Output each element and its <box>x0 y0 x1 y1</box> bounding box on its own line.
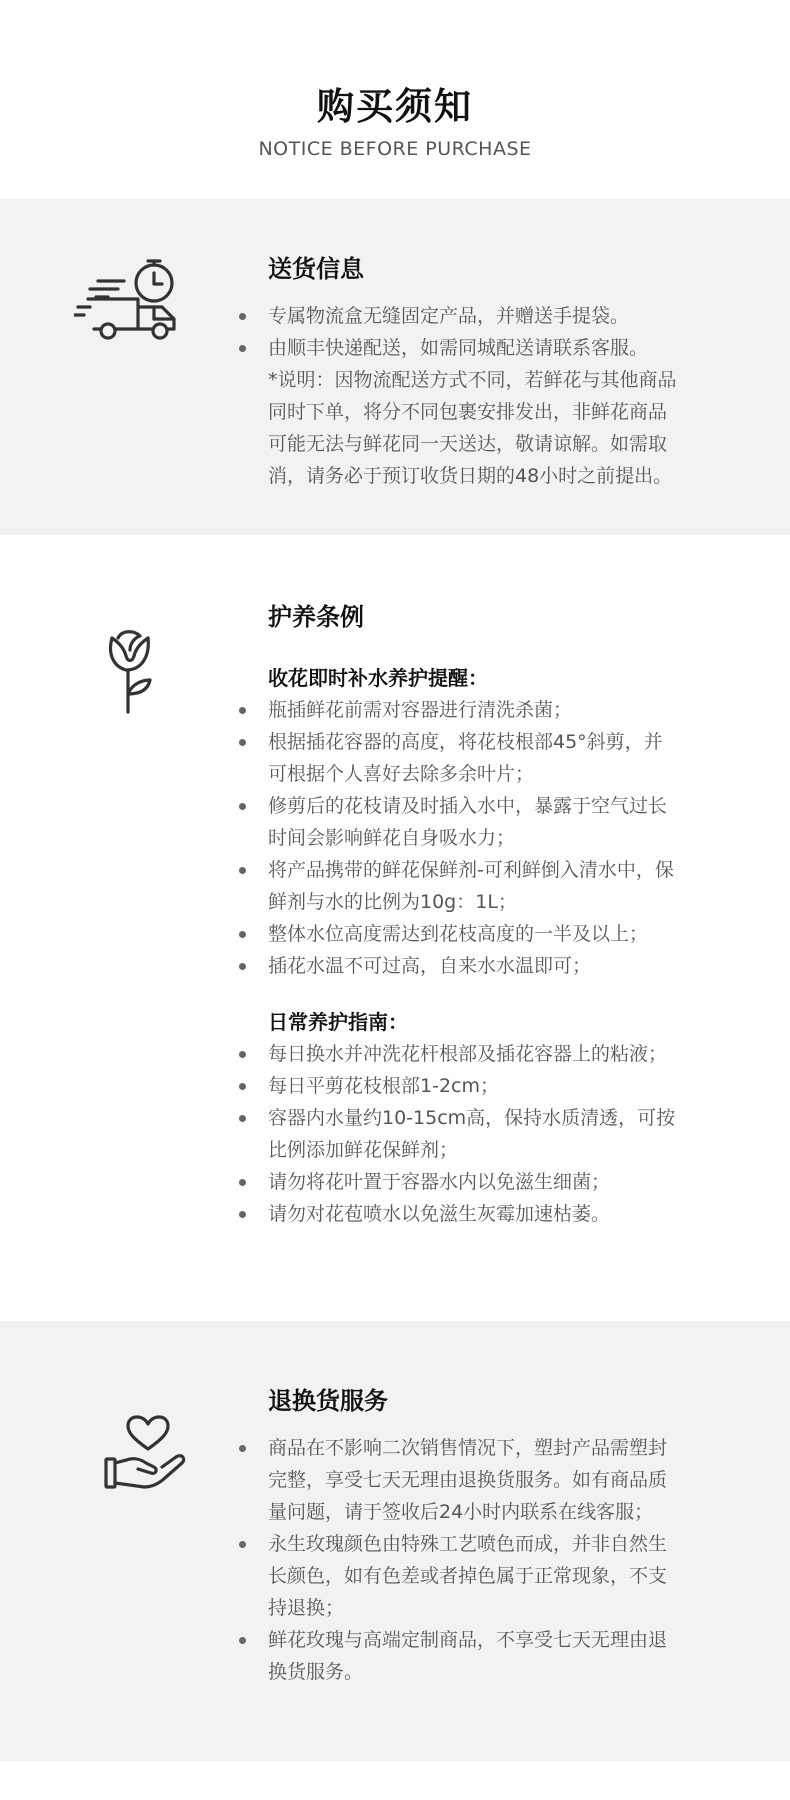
list-item-line: 长颜色，如有色差或者掉色属于正常现象，不支 <box>268 1565 668 1587</box>
delivery-content <box>268 252 714 492</box>
list-item <box>268 1102 714 1166</box>
list-item <box>268 854 714 918</box>
list-item-line: 商品在不影响二次销售情况下，塑封产品需塑封 <box>268 1437 668 1459</box>
receive-care-list <box>268 694 714 982</box>
delivery-note-line: *说明：因物流配送方式不同，若鲜花与其他商品 <box>268 369 677 391</box>
daily-care-heading: 日常养护指南： <box>268 1010 408 1034</box>
returns-title: 退换货服务 <box>268 1387 388 1415</box>
list-item-line: 鲜剂与水的比例为10g：1L； <box>268 891 517 913</box>
delivery-note-line: 同时下单，将分不同包裹安排发出，非鲜花商品 <box>268 401 668 423</box>
list-item <box>268 950 714 982</box>
list-item-line: 插花水温不可过高，自来水水温即可； <box>268 955 592 977</box>
delivery-note-line: 可能无法与鲜花同一天送达，敬请谅解。如需取 <box>268 433 668 455</box>
list-item-line: 请勿对花苞喷水以免滋生灰霉加速枯萎。 <box>268 1203 611 1225</box>
list-item <box>268 694 714 726</box>
list-item-line: 容器内水量约10-15cm高，保持水质清透，可按 <box>268 1107 676 1129</box>
list-item <box>268 726 714 790</box>
returns-list <box>268 1432 714 1688</box>
returns-content <box>268 1384 714 1688</box>
list-item-line: 时间会影响鲜花自身吸水力； <box>268 827 516 849</box>
daily-care-list <box>268 1038 714 1230</box>
list-item-line: 整体水位高度需达到花枝高度的一半及以上； <box>268 923 649 945</box>
delivery-title: 送货信息 <box>268 255 364 283</box>
delivery-section <box>0 199 790 535</box>
list-item-line: 请勿将花叶置于容器水内以免滋生细菌； <box>268 1171 611 1193</box>
care-content <box>268 600 714 1230</box>
list-item: 由顺丰快递配送，如需同城配送请联系客服。 <box>268 332 714 364</box>
list-item-line: 持退换； <box>268 1597 345 1619</box>
delivery-list <box>268 300 714 492</box>
list-item: 专属物流盒无缝固定产品，并赠送手提袋。 <box>268 300 714 332</box>
returns-section <box>0 1321 790 1761</box>
delivery-truck-clock-icon <box>74 255 186 345</box>
list-item <box>268 918 714 950</box>
list-item <box>268 790 714 854</box>
care-section <box>0 535 790 1321</box>
page-header <box>0 0 790 199</box>
heart-in-hand-icon <box>104 1415 188 1493</box>
list-item-line: 永生玫瑰颜色由特殊工艺喷色而成，并非自然生 <box>268 1533 668 1555</box>
list-item <box>268 1198 714 1230</box>
list-item <box>268 1528 714 1624</box>
page-subtitle: NOTICE BEFORE PURCHASE <box>258 138 532 160</box>
page-title: 购买须知 <box>317 85 473 128</box>
rose-icon <box>104 628 156 714</box>
care-title: 护养条例 <box>268 603 364 631</box>
list-item-line: 瓶插鲜花前需对容器进行清洗杀菌； <box>268 699 573 721</box>
list-item-line: 完整，享受七天无理由退换货服务。如有商品质 <box>268 1469 668 1491</box>
list-item <box>268 1624 714 1688</box>
list-item <box>268 1432 714 1528</box>
list-item-line: 每日换水并冲洗花杆根部及插花容器上的粘液； <box>268 1043 668 1065</box>
list-item-line: 将产品携带的鲜花保鲜剂-可利鲜倒入清水中，保 <box>268 859 674 881</box>
list-item-line: 量问题，请于签收后24小时内联系在线客服； <box>268 1501 654 1523</box>
list-item-line: 可根据个人喜好去除多余叶片； <box>268 763 535 785</box>
list-item-line: 鲜花玫瑰与高端定制商品，不享受七天无理由退 <box>268 1629 668 1651</box>
list-item-line: 换货服务。 <box>268 1661 364 1683</box>
list-item-line: 比例添加鲜花保鲜剂； <box>268 1139 459 1161</box>
list-item-line: 根据插花容器的高度，将花枝根部45°斜剪，并 <box>268 731 663 753</box>
list-item <box>268 1166 714 1198</box>
list-item <box>268 1038 714 1070</box>
list-item-line: 修剪后的花枝请及时插入水中，暴露于空气过长 <box>268 795 668 817</box>
delivery-note-line: 消，请务必于预订收货日期的48小时之前提出。 <box>268 465 673 487</box>
receive-care-heading: 收花即时补水养护提醒： <box>268 666 488 690</box>
list-item-line: 每日平剪花枝根部1-2cm； <box>268 1075 499 1097</box>
list-item <box>268 1070 714 1102</box>
